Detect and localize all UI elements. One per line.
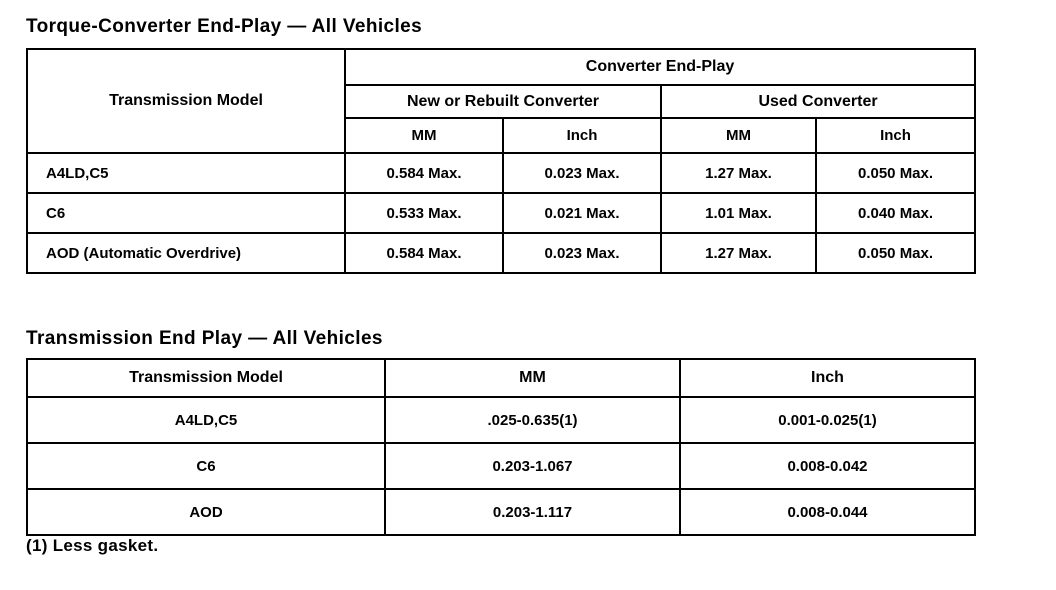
cell-inch: 0.008-0.042 [680, 443, 975, 489]
table-row [27, 153, 975, 193]
column-header-used-mm: MM [661, 118, 816, 153]
cell-model: AOD (Automatic Overdrive) [27, 233, 345, 273]
cell-used-mm: 1.27 Max. [661, 153, 816, 193]
table-row [27, 443, 975, 489]
page-title-transmission-end-play: Transmission End Play — All Vehicles [26, 328, 383, 349]
cell-new-mm: 0.584 Max. [345, 233, 503, 273]
column-header-mm: MM [385, 359, 680, 397]
column-header-new-or-rebuilt-converter: New or Rebuilt Converter [345, 85, 661, 118]
cell-mm: 0.203-1.067 [385, 443, 680, 489]
table-row [27, 397, 975, 443]
column-header-used-converter: Used Converter [661, 85, 975, 118]
column-header-transmission-model: Transmission Model [27, 49, 345, 153]
cell-used-inch: 0.040 Max. [816, 193, 975, 233]
cell-mm: .025-0.635(1) [385, 397, 680, 443]
table-row [27, 193, 975, 233]
cell-new-inch: 0.023 Max. [503, 233, 661, 273]
cell-new-mm: 0.584 Max. [345, 153, 503, 193]
cell-model: A4LD,C5 [27, 397, 385, 443]
column-header-transmission-model: Transmission Model [27, 359, 385, 397]
cell-inch: 0.008-0.044 [680, 489, 975, 535]
cell-inch: 0.001-0.025(1) [680, 397, 975, 443]
cell-used-mm: 1.27 Max. [661, 233, 816, 273]
cell-used-mm: 1.01 Max. [661, 193, 816, 233]
column-header-new-inch: Inch [503, 118, 661, 153]
column-header-converter-end-play: Converter End-Play [345, 49, 975, 85]
cell-model: A4LD,C5 [27, 153, 345, 193]
cell-used-inch: 0.050 Max. [816, 233, 975, 273]
page-title-converter-end-play: Torque-Converter End-Play — All Vehicles [26, 16, 423, 37]
cell-model: AOD [27, 489, 385, 535]
column-header-inch: Inch [680, 359, 975, 397]
table-row [27, 233, 975, 273]
cell-model: C6 [27, 193, 345, 233]
transmission-end-play-table [26, 358, 976, 536]
cell-new-mm: 0.533 Max. [345, 193, 503, 233]
column-header-new-mm: MM [345, 118, 503, 153]
table-header-row-group [27, 49, 975, 85]
cell-model: C6 [27, 443, 385, 489]
footnote-less-gasket: (1) Less gasket. [26, 536, 159, 555]
cell-used-inch: 0.050 Max. [816, 153, 975, 193]
column-header-used-inch: Inch [816, 118, 975, 153]
table-header-row [27, 359, 975, 397]
cell-mm: 0.203-1.117 [385, 489, 680, 535]
cell-new-inch: 0.021 Max. [503, 193, 661, 233]
converter-end-play-table [26, 48, 976, 274]
cell-new-inch: 0.023 Max. [503, 153, 661, 193]
table-row [27, 489, 975, 535]
